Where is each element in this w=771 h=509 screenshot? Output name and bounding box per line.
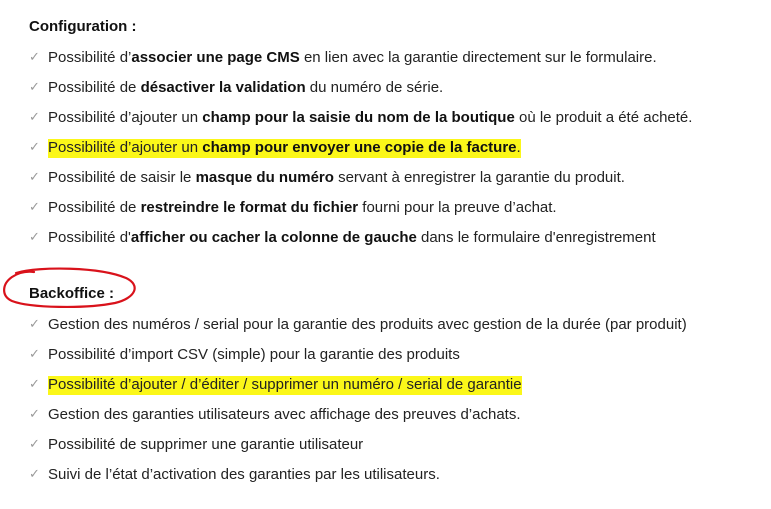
feature-text-part: fourni pour la preuve d’achat. [358, 199, 557, 216]
feature-text [48, 463, 440, 487]
feature-text-part: servant à enregistrer la garantie du produit. [333, 169, 625, 186]
feature-text-part: Possibilité d’ajouter un [48, 139, 203, 156]
check-icon: ✓ [29, 317, 40, 332]
feature-text-part: Possibilité de [48, 79, 141, 96]
backoffice-heading: Backoffice : [29, 285, 115, 302]
feature-text [48, 313, 687, 337]
check-icon: ✓ [29, 377, 40, 392]
feature-text-part: en lien avec la garantie directement sur le formulaire. [299, 49, 657, 66]
feature-text-part: Possibilité d’ajouter un [48, 109, 203, 126]
feature-text-part: Possibilité d’import CSV (simple) pour la garantie des produits [48, 346, 460, 363]
feature-text-part: . [516, 139, 521, 156]
check-icon: ✓ [29, 347, 40, 362]
feature-text [48, 226, 656, 250]
feature-item [29, 343, 687, 373]
feature-text-part: Gestion des garanties utilisateurs avec affichage des preuves d’achats. [48, 406, 521, 423]
check-icon: ✓ [29, 230, 40, 245]
feature-text-part: Possibilité d' [48, 229, 131, 246]
feature-emphasis: champ pour la saisie du nom de la boutique [202, 109, 515, 126]
feature-item [29, 433, 687, 463]
backoffice-feature-list [29, 313, 687, 493]
feature-emphasis: masque du numéro [195, 169, 334, 186]
feature-text [48, 76, 443, 100]
feature-item [29, 136, 692, 166]
check-icon: ✓ [29, 407, 40, 422]
feature-item [29, 106, 692, 136]
feature-text [48, 343, 460, 367]
feature-text-part: où le produit a été acheté. [514, 109, 693, 126]
feature-item [29, 313, 687, 343]
feature-text-part: Gestion des numéros / serial pour la garantie des produits avec gestion de la durée (par produit) [48, 316, 687, 333]
feature-emphasis: champ pour envoyer une copie de la facture [202, 139, 517, 156]
feature-text-part: Possibilité d’ajouter / d’éditer / supprimer un numéro / serial de garantie [48, 376, 522, 393]
configuration-heading: Configuration : [29, 18, 137, 35]
feature-item [29, 166, 692, 196]
feature-item [29, 403, 687, 433]
feature-text-part: Possibilité de supprimer une garantie utilisateur [48, 436, 364, 453]
check-icon: ✓ [29, 110, 40, 125]
check-icon: ✓ [29, 200, 40, 215]
check-icon: ✓ [29, 50, 40, 65]
highlighted-feature-text [48, 136, 521, 160]
feature-text-part: Possibilité de [48, 199, 141, 216]
feature-text-part: du numéro de série. [305, 79, 444, 96]
feature-item [29, 76, 692, 106]
highlighted-feature-text [48, 373, 522, 397]
feature-emphasis: désactiver la validation [140, 79, 306, 96]
feature-emphasis: restreindre le format du fichier [140, 199, 359, 216]
feature-item [29, 196, 692, 226]
check-icon: ✓ [29, 140, 40, 155]
check-icon: ✓ [29, 437, 40, 452]
feature-text [48, 46, 657, 70]
feature-emphasis: afficher ou cacher la colonne de gauche [130, 229, 417, 246]
check-icon: ✓ [29, 80, 40, 95]
check-icon: ✓ [29, 170, 40, 185]
feature-item [29, 46, 692, 76]
feature-text [48, 166, 625, 190]
feature-item [29, 373, 687, 403]
feature-text-part: dans le formulaire d'enregistrement [416, 229, 656, 246]
feature-text-part: Possibilité de saisir le [48, 169, 196, 186]
feature-emphasis: associer une page CMS [131, 49, 300, 66]
feature-text [48, 106, 692, 130]
feature-item [29, 226, 692, 256]
feature-item [29, 463, 687, 493]
configuration-feature-list [29, 46, 692, 256]
feature-text [48, 196, 557, 220]
feature-text [48, 403, 521, 427]
check-icon: ✓ [29, 467, 40, 482]
feature-text [48, 433, 363, 457]
feature-text-part: Possibilité d’ [48, 49, 132, 66]
feature-text-part: Suivi de l’état d’activation des garanties par les utilisateurs. [48, 466, 440, 483]
